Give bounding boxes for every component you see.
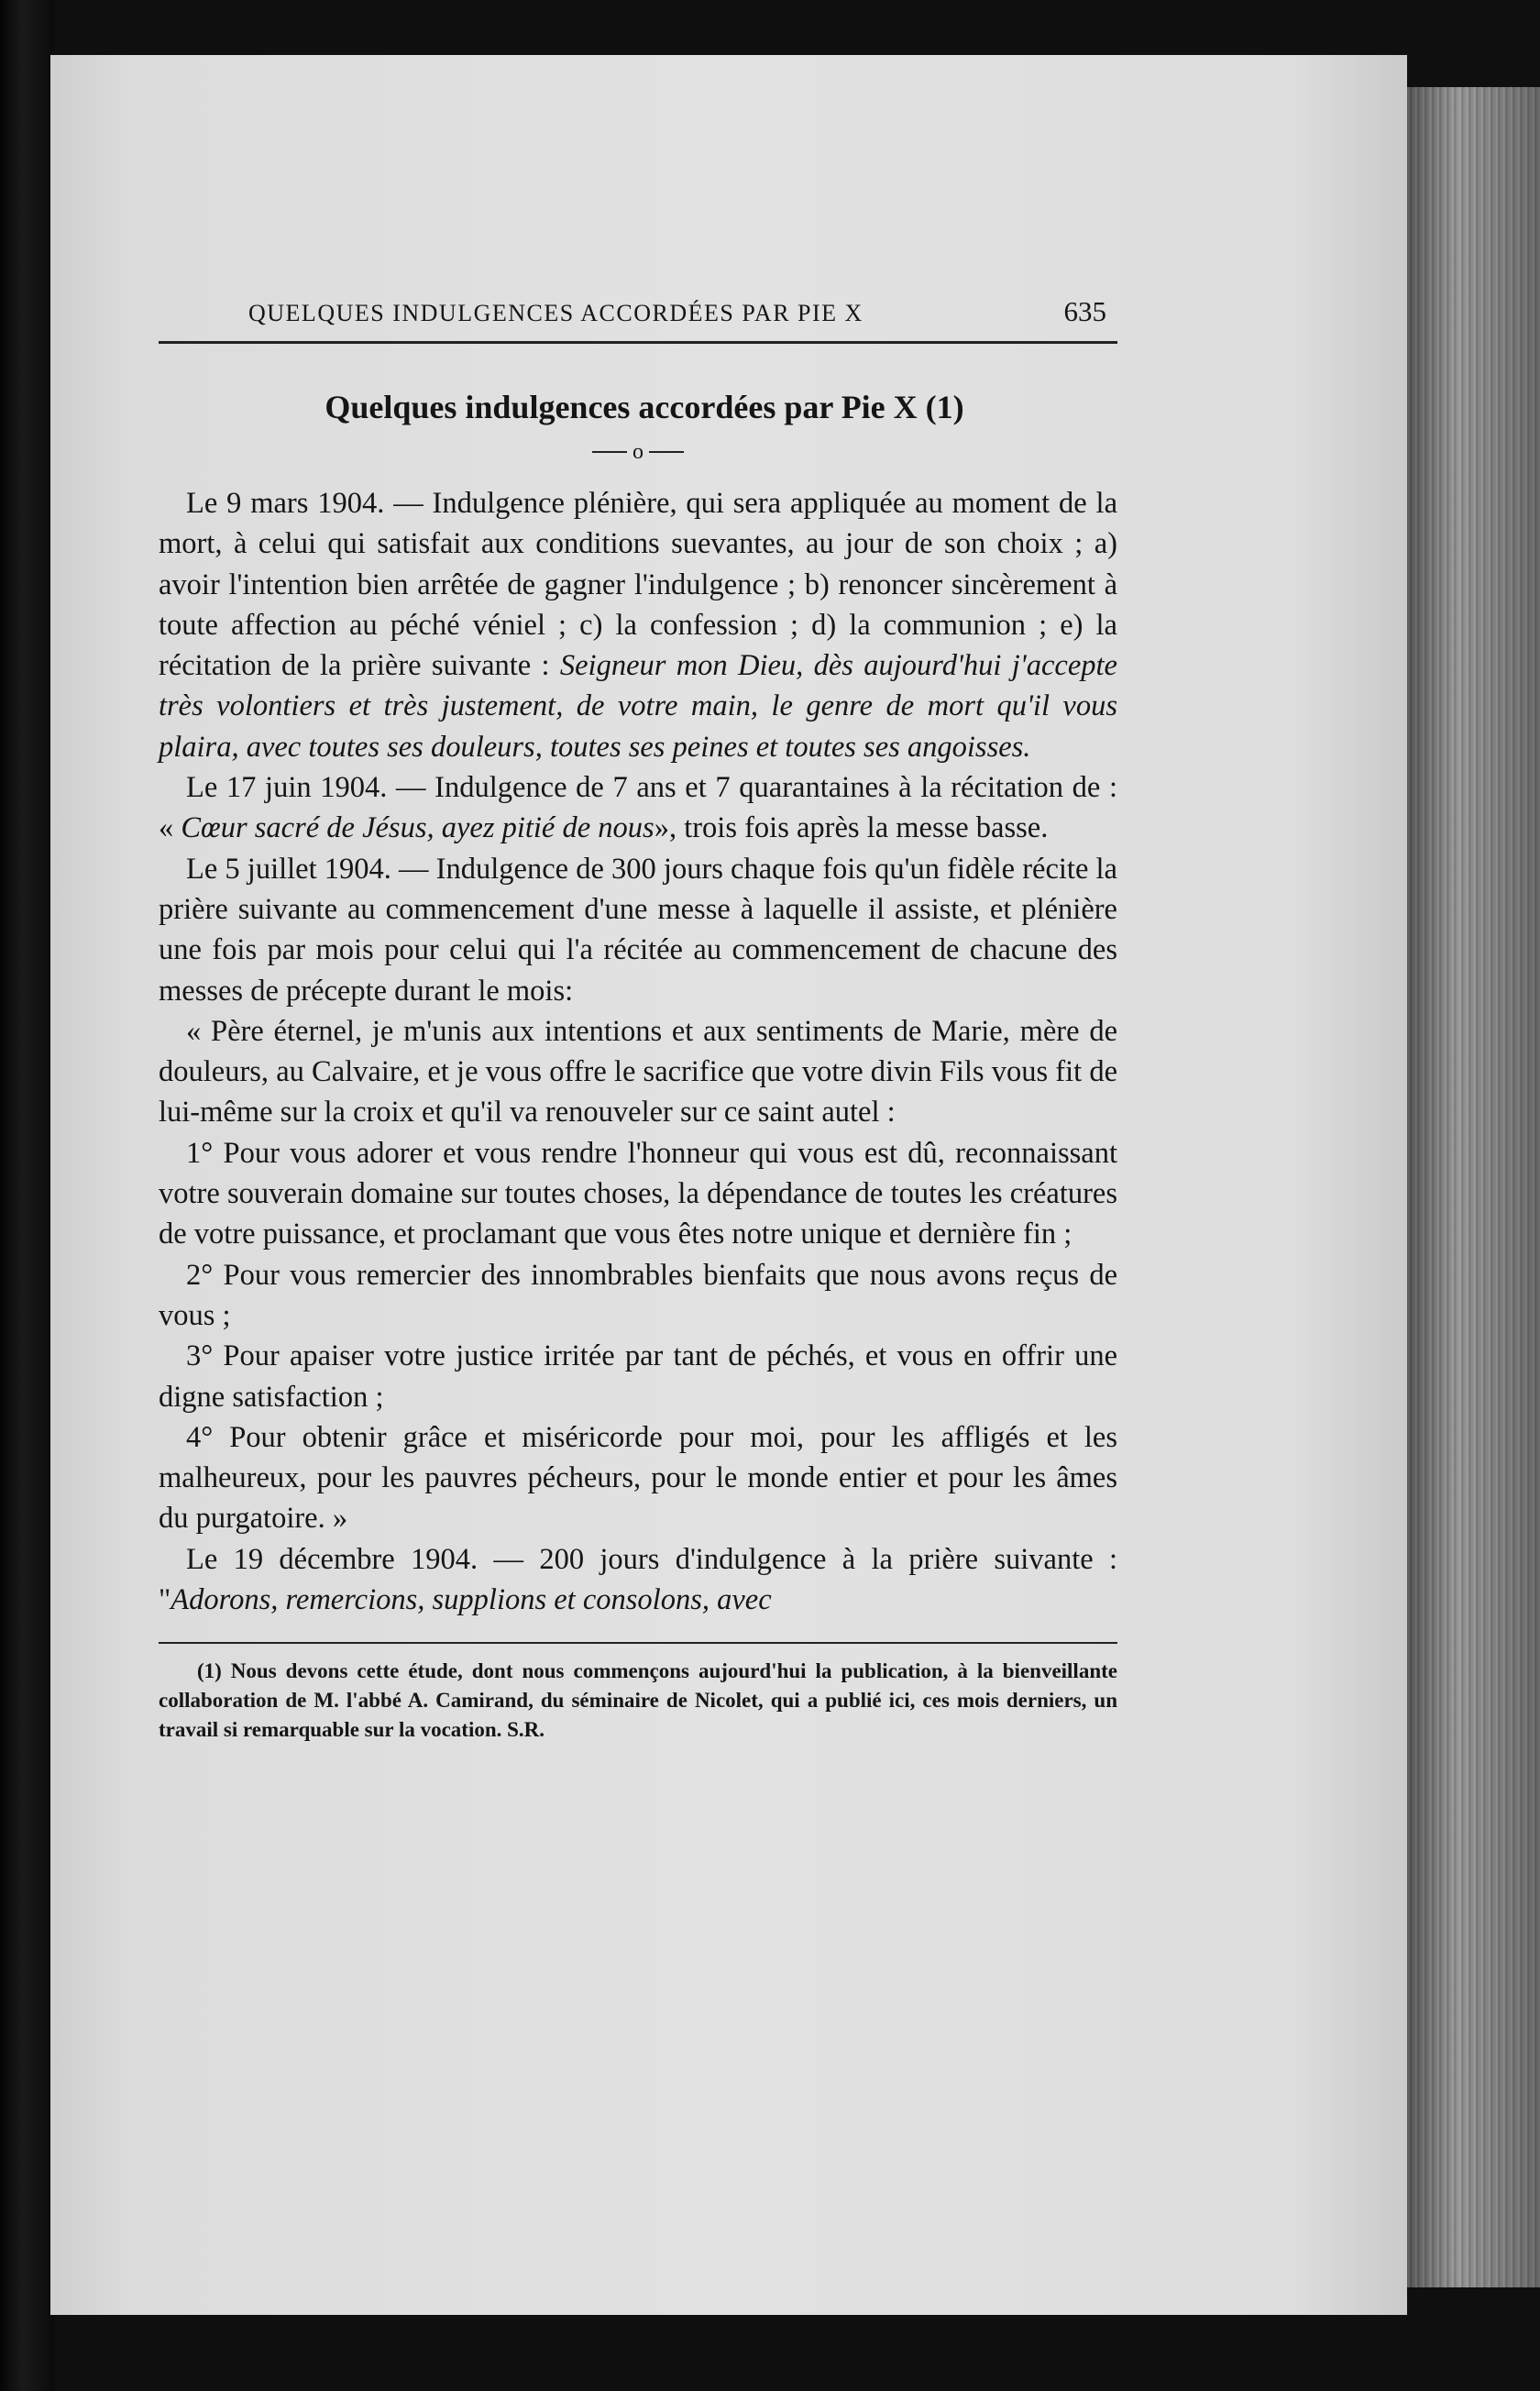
- footnote: (1) Nous devons cette étude, dont nous commençons aujourd'hui la publication, à la bienveillante collaboration de M. l'abbé A. Camirand, du séminaire de Nicolet, qui a publié ici, ces mois derniers, un travail si remarquable sur la vocation. S.R.: [159, 1659, 1117, 1742]
- paragraph-9-mars: Le 9 mars 1904. — Indulgence plénière, qui sera appliquée au moment de la mort, à celui qui satisfait aux conditions suevantes, au jour de son choix ; a) avoir l'intention bien arrêtée de gagner l'indulgence ; b) renoncer sincèrement à toute affection au péché véniel ; c) la confession ; d) la communion ; e) la récitation de la prière suivante : Seigneur mon Dieu, dès aujourd'hui j'accepte très volontiers et très justement, de votre main, le genre de mort qu'il vous plaira, avec toutes ses douleurs, toutes ses peines et toutes ses angoisses.: [159, 486, 1117, 764]
- prayer-item-4: 4° Pour obtenir grâce et miséricorde pour moi, pour les affligés et les malheureux, pour les pauvres pécheurs, pour le monde entier et pour les âmes du purgatoire. »: [159, 1420, 1117, 1536]
- page-content: [159, 295, 1117, 1745]
- prayer-item-1: 1° Pour vous adorer et vous rendre l'honneur qui vous est dû, reconnaissant votre souverain domaine sur toutes choses, la dépendance de toutes les créatures de votre puissance, et proclamant que vous êtes notre unique et dernière fin ;: [159, 1136, 1117, 1251]
- article-title: Quelques indulgences accordées par Pie X (1): [324, 389, 964, 425]
- page-number: 635: [1063, 295, 1106, 327]
- paragraph-19-decembre: Le 19 décembre 1904. — 200 jours d'indulgence à la prière suivante : "Adorons, remercions, supplions et consolons, avec: [159, 1542, 1117, 1616]
- running-head: [159, 295, 1117, 332]
- prayer-intro: « Père éternel, je m'unis aux intentions et aux sentiments de Marie, mère de douleurs, au Calvaire, et je vous offre le sacrifice que votre divin Fils vous fit de lui-même sur la croix et qu'il va renouveler sur ce saint autel :: [159, 1014, 1117, 1129]
- prayer-text: Cœur sacré de Jésus, ayez pitié de nous: [181, 811, 654, 845]
- paragraph-17-juin: Le 17 juin 1904. — Indulgence de 7 ans et 7 quarantaines à la récitation de : « Cœur sacré de Jésus, ayez pitié de nous», trois fois après la messe basse.: [159, 771, 1117, 845]
- header-rule: [159, 341, 1117, 344]
- book-page: [50, 55, 1407, 2315]
- title-ornament: o: [159, 439, 1117, 465]
- running-head-title: QUELQUES INDULGENCES ACCORDÉES PAR PIE X: [248, 300, 864, 326]
- prayer-item-3: 3° Pour apaiser votre justice irritée par tant de péchés, et vous en offrir une digne satisfaction ;: [159, 1339, 1117, 1414]
- paragraph-5-juillet: Le 5 juillet 1904. — Indulgence de 300 jours chaque fois qu'un fidèle récite la prière suivante au commencement d'une messe à laquelle il assiste, et plénière une fois par mois pour celui qui l'a récitée au commencement de chacune des messes de précepte durant le mois:: [159, 852, 1117, 1008]
- prayer-text: Seigneur mon Dieu, dès aujourd'hui j'accepte très volontiers et très justement, de votre main, le genre de mort qu'il vous plaira, avec toutes ses douleurs, toutes ses peines et toutes ses angoisses.: [159, 649, 1117, 764]
- prayer-text: Adorons, remercions, supplions et consolons, avec: [170, 1583, 772, 1616]
- book-binding: [0, 0, 55, 2391]
- prayer-item-2: 2° Pour vous remercier des innombrables bienfaits que nous avons reçus de vous ;: [159, 1258, 1117, 1332]
- footnote-rule: [159, 1642, 1117, 1644]
